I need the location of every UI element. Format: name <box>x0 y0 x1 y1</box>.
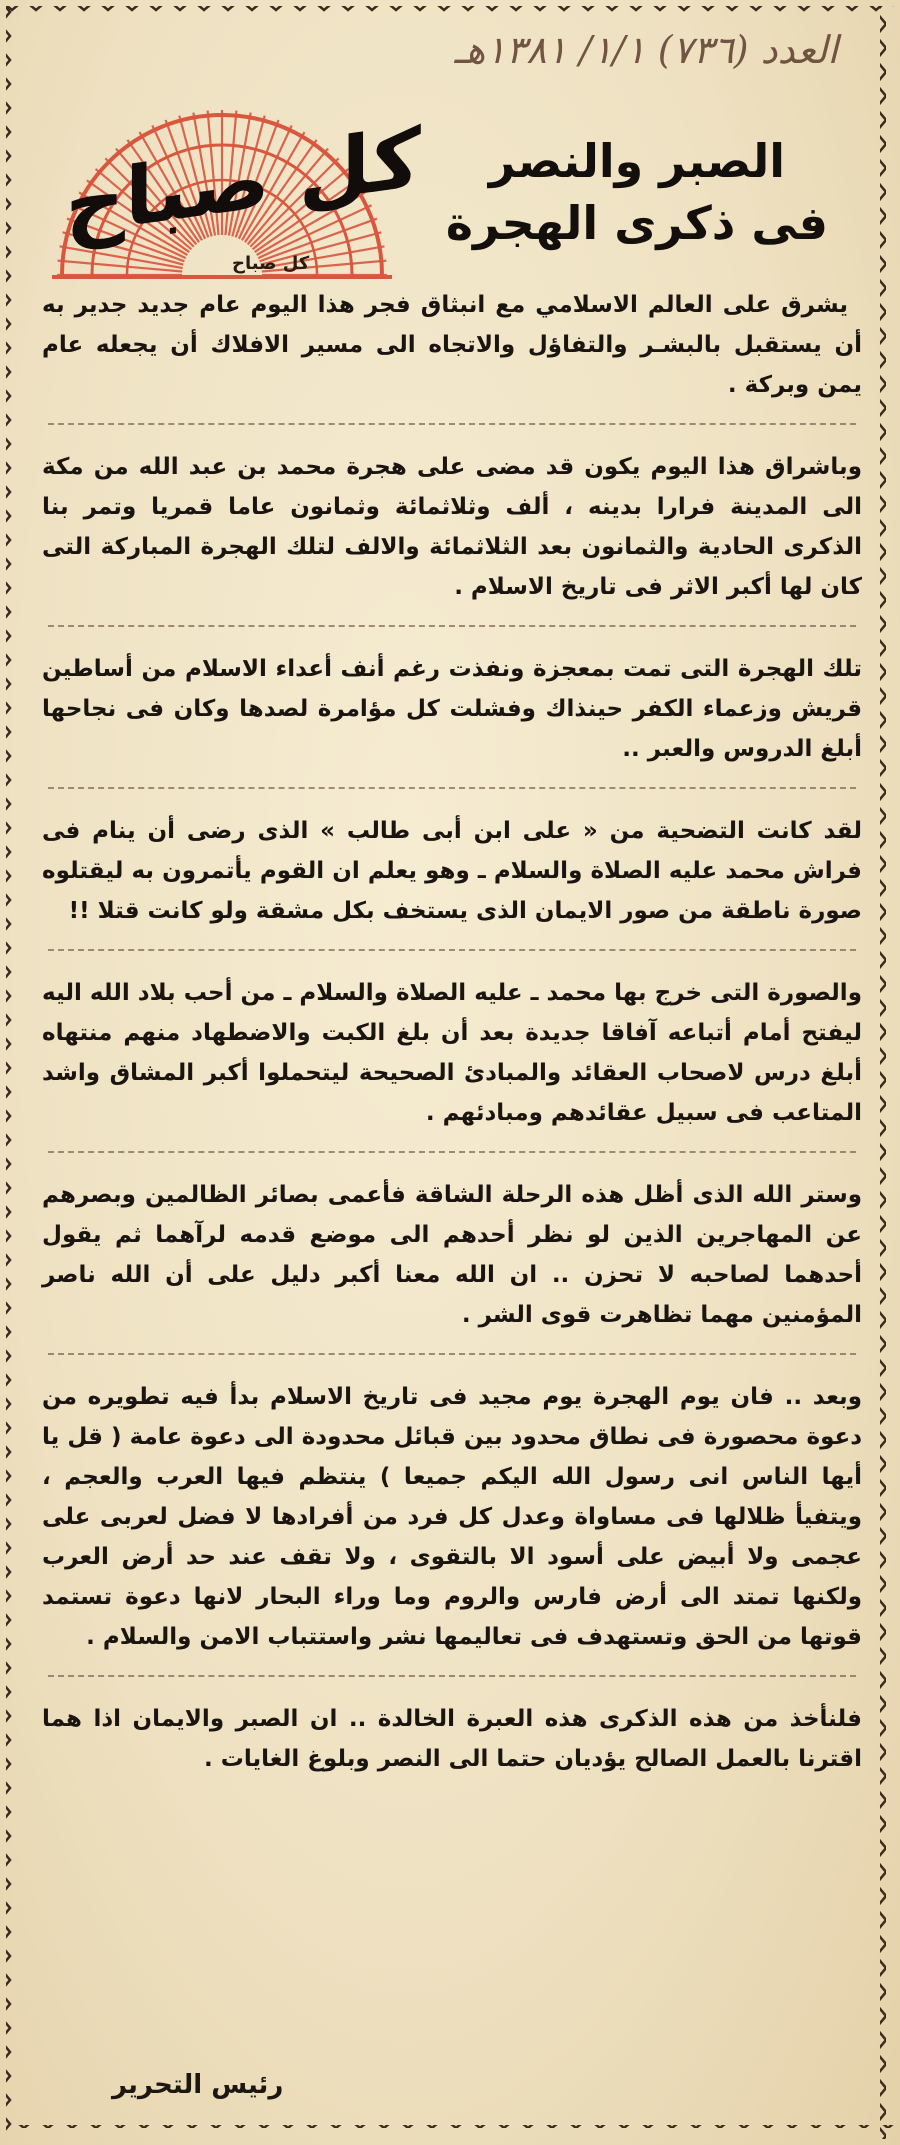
article-paragraph-8: فلنأخذ من هذه الذكرى هذه العبرة الخالدة .. ان الصبر والايمان اذا هما اقترنا بالعمل الصالح يؤديان حتما الى النصر وبلوغ الغايات . <box>42 1706 862 1772</box>
masthead-title: كل صباح <box>65 110 421 255</box>
masthead-small-label: كل صباح <box>232 253 310 274</box>
divider <box>48 423 856 425</box>
divider <box>48 787 856 789</box>
masthead-logo <box>32 75 421 280</box>
headline <box>446 130 828 254</box>
article-paragraph-4: لقد كانت التضحية من « على ابن أبى طالب » الذى رضى أن ينام فى فراش محمد عليه الصلاة والسلام ـ وهو يعلم ان القوم يأتمرون به ليقتلوه صورة ناطقة من صور الايمان الذى يستخف بكل مشقة ولو كانت قتلا !! <box>42 818 862 924</box>
sunburst-ray <box>58 261 183 272</box>
article-paragraph-5: والصورة التى خرج بها محمد ـ عليه الصلاة والسلام ـ من أحب بلاد الله اليه ليفتح أمام أتباعه آفاقا جديدة بعد أن بلغ الكبت والاضطهاد منهم منتهاه أبلغ درس لاصحاب العقائد والمبادئ الصحيحة ليتحملوا أكبر المشاق واشد المتاعب فى سبيل عقائدهم ومبادئهم . <box>42 980 862 1126</box>
divider <box>48 949 856 951</box>
divider <box>48 1675 856 1677</box>
article-paragraph-1: يشرق على العالم الاسلامي مع انبثاق فجر هذا اليوم عام جديد جدير به أن يستقبل بالبشـر والتفاؤل والاتجاه الى مسير الافلاك أن يجعله عام يمن وبركة . <box>42 292 862 398</box>
article-paragraph-3: تلك الهجرة التى تمت بمعجزة ونفذت رغم أنف أعداء الاسلام من أساطين قريش وزعماء الكفر حينذاك وفشلت كل مؤامرة لصدها وكان فى نجاحها أبلغ الدروس والعبر .. <box>42 656 862 762</box>
divider <box>48 625 856 627</box>
editor-signature: رئيس التحرير <box>112 2070 284 2100</box>
article-paragraph-2: وباشراق هذا اليوم يكون قد مضى على هجرة محمد بن عبد الله من مكة الى المدينة فرارا بدينه ، ألف وثلاثمائة وثمانون عاما قمريا وتمر بنا الذكرى الحادية والثمانون بعد الثلاثمائة والالف لتلك الهجرة المباركة التى كان لها أكبر الاثر فى تاريخ الاسلام . <box>42 454 862 600</box>
article-paragraph-6: وستر الله الذى أظل هذه الرحلة الشاقة فأعمى بصائر الظالمين وبصرهم عن المهاجرين الذين لو نظر أحدهم الى موضع قدمه لرآهما ثم يقول أحدهما لصاحبه لا تحزن .. ان الله معنا أكبر دليل على أن الله ناصر المؤمنين مهما تظاهرت قوى الشر . <box>42 1182 862 1328</box>
newspaper-clipping <box>22 20 878 2125</box>
issue-handwritten-note: العدد (٧٣٦) ١/١/ ١٣٨١هـ <box>454 28 838 72</box>
article-paragraph-7: وبعد .. فان يوم الهجرة يوم مجيد فى تاريخ الاسلام بدأ فيه تطويره من دعوة محصورة فى نطاق محدود بين قبائل محدودة الى دعوة عامة ( قل يا أيها الناس انى رسول الله اليكم جميعا ) ينتظم فيها العرب والعجم ، ويتفيأ ظلالها فى مساواة وعدل كل فرد من أفرادها لا فضل لعربى على عجمى ولا أبيض على أسود الا بالتقوى ، ولا تقف عند حد أرض العرب ولكنها تمتد الى أرض فارس والروم وما وراء البحار لانها دعوة تستمد قوتها من الحق وتستهدف فى تعاليمها نشر واستتباب الامن والسلام . <box>42 1384 862 1650</box>
divider <box>48 1353 856 1355</box>
article-body <box>42 285 862 1779</box>
headline-line-2: فى ذكرى الهجرة <box>445 196 828 250</box>
divider <box>48 1151 856 1153</box>
headline-line-1: الصبر والنصر <box>488 134 785 188</box>
